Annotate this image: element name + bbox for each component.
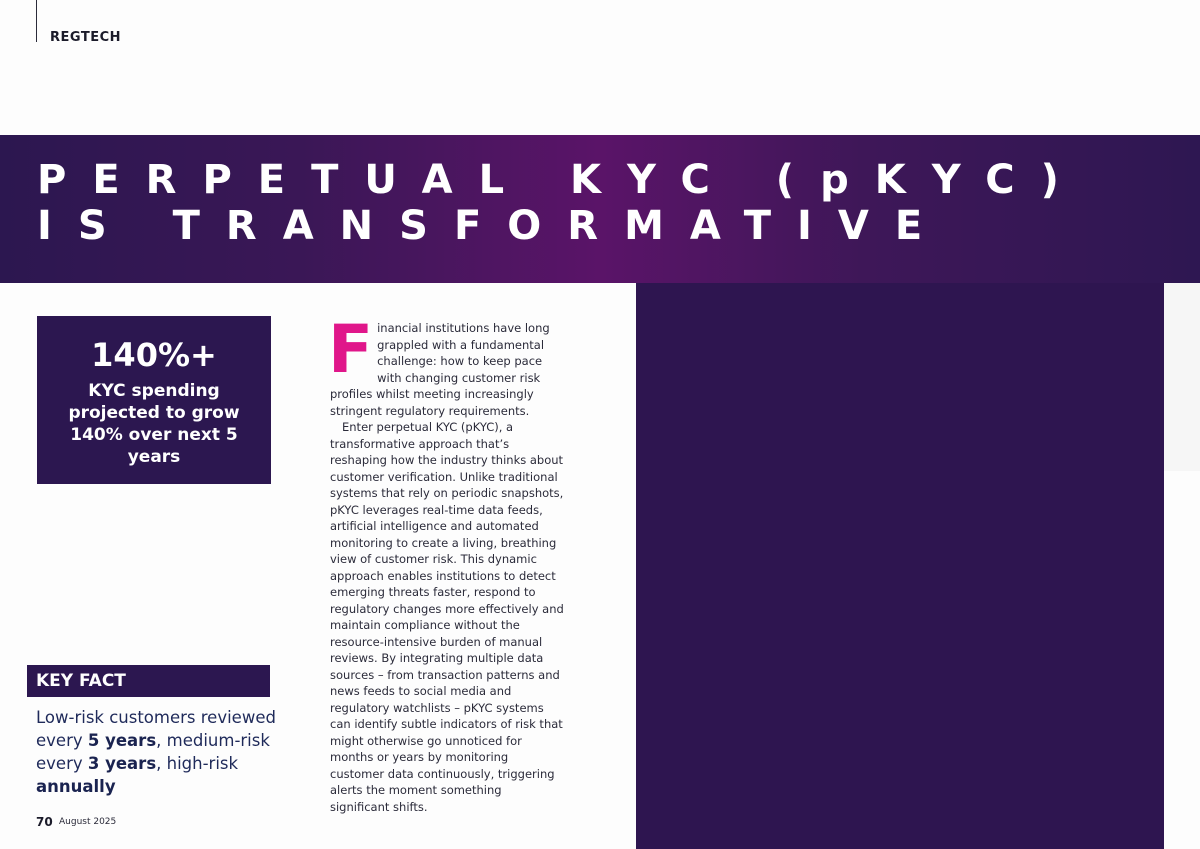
article-paragraph-1-text: inancial institutions have long grappled with a fundamental challenge: how to keep pace with changing customer risk profiles whilst meeting increasingly stringent regulatory requirements. (330, 321, 550, 418)
title-banner (0, 135, 1200, 283)
article-title-line-2: IS TRANSFORMATIVE (37, 203, 949, 249)
key-fact-highlight-medium-risk: 3 years (87, 754, 157, 773)
stat-description: KYC spending projected to grow 140% over next 5 years (68, 381, 240, 467)
key-fact-text-part-1: Low-risk customers reviewed every (36, 708, 276, 750)
article-title-line-1: PERPETUAL KYC (pKYC) (37, 157, 1085, 203)
article-paragraph-1 (328, 311, 564, 419)
key-fact-label: KEY FACT (27, 665, 270, 697)
article-body (328, 311, 564, 815)
section-divider-rule (36, 0, 37, 42)
stat-callout-box (37, 316, 271, 484)
key-fact-text-part-2: , medium-risk every (36, 731, 270, 773)
article-title (37, 157, 1085, 249)
key-fact-text (36, 706, 286, 798)
drop-cap: F (328, 311, 374, 388)
stat-value: 140%+ (91, 336, 217, 374)
image-panel-edge (1164, 283, 1200, 471)
section-label: REGTECH (50, 30, 122, 45)
page-number: 70 (36, 815, 53, 829)
issue-date: August 2025 (59, 817, 117, 827)
key-fact-text-part-3: , high-risk (156, 754, 239, 773)
key-fact-highlight-high-risk: annually (36, 777, 116, 796)
key-fact-highlight-low-risk: 5 years (87, 731, 157, 750)
article-paragraph-2: Enter perpetual KYC (pKYC), a transformative approach that’s reshaping how the industry thinks about customer verification. Unlike traditional systems that rely on periodic snapshots, pKYC leverages real-time data feeds, artificial intelligence and automated monitoring to create a living, breathing view of customer risk. This dynamic approach enables institutions to detect emerging threats faster, respond to regulatory changes more effectively and maintain compliance without the resource-intensive burden of manual reviews. By integrating multiple data sources – from transaction patterns and news feeds to social media and regulatory watchlists – pKYC systems can identify subtle indicators of risk that might otherwise go unnoticed for months or years by monitoring customer data continuously, triggering alerts the moment something significant shifts. (330, 420, 564, 814)
feature-image-panel (636, 283, 1164, 849)
